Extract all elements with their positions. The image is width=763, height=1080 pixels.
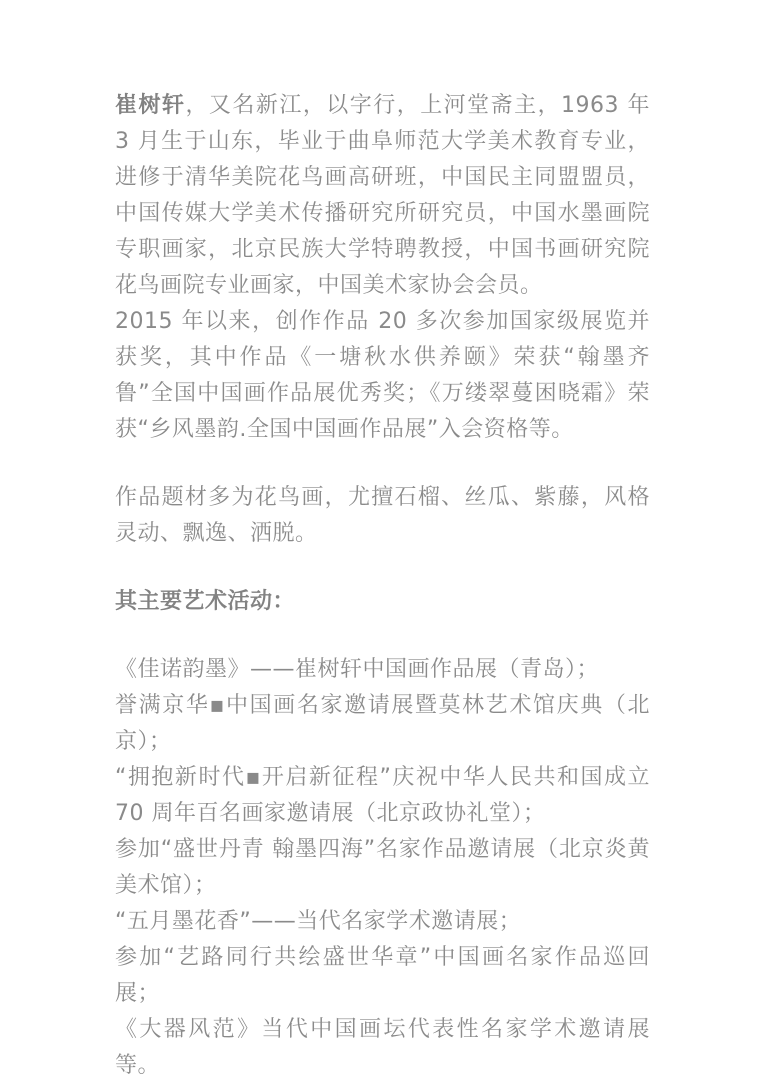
activity-item-6: 参加“艺路同行共绘盛世华章”中国画名家作品巡回展； [115,945,650,1006]
bio-intro-text: ，又名新江，以字行，上河堂斋主，1963 年 3 月生于山东，毕业于曲阜师范大学美术教育专业，进修于清华美院花鸟画高研班，中国民主同盟盟员，中国传媒大学美术传播研究所研究员，中国水墨画院专职画家，北京民族大学特聘教授，中国书画研究院花鸟画院专业画家，中国美术家协会会员。 [115,93,650,298]
article-body [115,88,650,1080]
artist-name: 崔树轩 [115,93,186,118]
activities-heading: 其主要艺术活动： [115,589,296,614]
activity-item-4: 参加“盛世丹青 翰墨四海”名家作品邀请展（北京炎黄美术馆）； [115,837,650,898]
style-paragraph: 作品题材多为花鸟画，尤擅石榴、丝瓜、紫藤，风格灵动、飘逸、洒脱。 [115,485,650,546]
activity-item-3: “拥抱新时代▪开启新征程”庆祝中华人民共和国成立 70 周年百名画家邀请展（北京政协礼堂）； [115,765,650,826]
activity-item-1: 《佳诺韵墨》——崔树轩中国画作品展（青岛）； [115,657,600,682]
activity-item-7: 《大器风范》当代中国画坛代表性名家学术邀请展等。 [115,1017,650,1078]
bio-paragraph [115,88,650,304]
achievements-paragraph: 2015 年以来，创作作品 20 多次参加国家级展览并获奖，其中作品《一塘秋水供养颐》荣获“翰墨齐鲁”全国中国画作品展优秀奖；《万缕翠蔓困晓霜》荣获“乡风墨韵.全国中国画作品展”入会资格等。 [115,309,650,442]
activity-item-2: 誉满京华▪中国画名家邀请展暨莫林艺术馆庆典（北京）； [115,693,650,754]
activity-item-5: “五月墨花香”——当代名家学术邀请展； [115,909,522,934]
